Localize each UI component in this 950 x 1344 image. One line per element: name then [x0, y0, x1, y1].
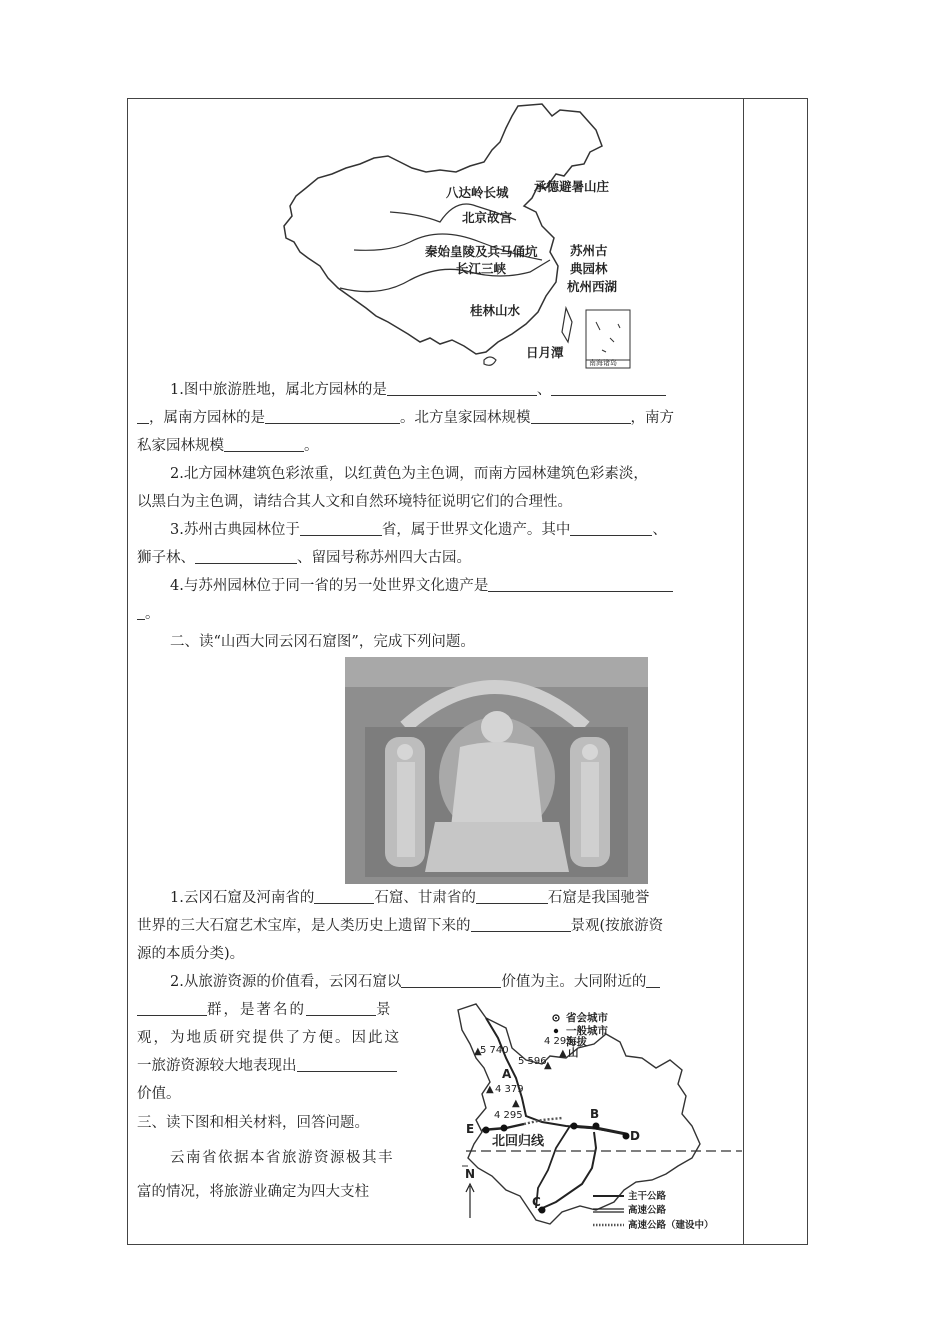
- point-e-label: E: [466, 1122, 475, 1136]
- legend-peak-label-2: 山: [568, 1047, 579, 1059]
- legend-peak-label-1: 海拔: [566, 1036, 587, 1048]
- s1-q4-line2: 。: [137, 600, 737, 628]
- s1-q1-line1: 1.图中旅游胜地，属北方园林的是 、: [170, 376, 770, 404]
- china-map: [280, 102, 636, 370]
- elevation-label: 4 379: [495, 1084, 524, 1095]
- s1-q2-line2: 以黑白为主色调，请结合其人文和自然环境特征说明它们的合理性。: [137, 494, 572, 510]
- blank[interactable]: [488, 575, 673, 592]
- blank[interactable]: [471, 915, 571, 932]
- blank[interactable]: [137, 407, 149, 424]
- s2-q1-line1: 1.云冈石窟及河南省的 石窟、甘肃省的 石窟是我国驰誉: [170, 884, 770, 912]
- s2-q2-line1: 2.从旅游资源的价值看，云冈石窟以 价值为主。大同附近的: [170, 968, 770, 996]
- s1-q1-line2: ，属南方园林的是 。北方皇家园林规模 ，南方: [137, 404, 737, 432]
- legend-capital-label: 省会城市: [566, 1012, 608, 1024]
- blank[interactable]: [297, 1055, 397, 1072]
- elevation-label: 5 740: [480, 1045, 509, 1056]
- legend-road-label: 主干公路: [628, 1191, 667, 1202]
- point-b-label: B: [590, 1107, 600, 1121]
- legend-highway-label: 高速公路: [628, 1205, 667, 1216]
- point-d-label: D: [630, 1129, 640, 1143]
- s1-q4-line1: 4.与苏州园林位于同一省的另一处世界文化遗产是: [170, 572, 770, 600]
- elevation-label: 4 295: [494, 1110, 523, 1121]
- blank[interactable]: [531, 407, 631, 424]
- point-a-label: A: [502, 1067, 512, 1081]
- blank[interactable]: [265, 407, 400, 424]
- s2-q2-line5: 价值。: [137, 1086, 181, 1102]
- peak-icon: ▲: [486, 1084, 494, 1095]
- legend-highway-building-label: 高速公路（建设中）: [628, 1220, 714, 1231]
- map-label-gugong: 北京故宫: [462, 210, 513, 225]
- s2-q1-line3: 源的本质分类)。: [137, 946, 245, 962]
- map-label-chengde: 承德避暑山庄: [534, 179, 610, 194]
- map-label-badaling: 八达岭长城: [446, 185, 509, 200]
- map-label-guilin: 桂林山水: [470, 303, 521, 318]
- s3-text-line2: 富的情况，将旅游业确定为四大支柱: [137, 1184, 369, 1200]
- s1-q1-line3: 私家园林规模 。: [137, 432, 737, 460]
- blank[interactable]: [314, 887, 374, 904]
- s1-q3-line1: 3.苏州古典园林位于 省，属于世界文化遗产。其中 、: [170, 516, 770, 544]
- blank[interactable]: [195, 547, 297, 564]
- blank[interactable]: [646, 971, 660, 988]
- blank[interactable]: [551, 379, 666, 396]
- map-label-sanxia: 长江三峡: [456, 261, 507, 276]
- blank[interactable]: [306, 999, 376, 1016]
- elevation-label: 4 295: [544, 1036, 573, 1047]
- yungang-grotto-photo: [345, 657, 648, 884]
- s2-heading: 二、读“山西大同云冈石窟图”，完成下列问题。: [170, 634, 475, 650]
- s2-q1-line2: 世界的三大石窟艺术宝库，是人类历史上遗留下来的 景观(按旅游资: [137, 912, 737, 940]
- peak-icon: ▲: [474, 1046, 482, 1057]
- peak-icon: ▲: [559, 1048, 567, 1059]
- legend-city-label: 一般城市: [566, 1025, 608, 1037]
- point-c-label: C: [532, 1195, 541, 1209]
- s3-heading: 三、读下图和相关材料，回答问题。: [137, 1115, 369, 1131]
- peak-icon: ▲: [544, 1060, 552, 1071]
- blank[interactable]: [570, 519, 652, 536]
- map-label-qinshihuang: 秦始皇陵及兵马俑坑: [425, 244, 538, 259]
- map-label-suzhou-1: 苏州古: [570, 243, 608, 258]
- yungang-grotto-image: [345, 657, 648, 884]
- s1-q2-line1: 2.北方园林建筑色彩浓重，以红黄色为主色调，而南方园林建筑色彩素淡，: [170, 466, 648, 482]
- blank[interactable]: [224, 435, 304, 452]
- tropic-label: 北回归线: [492, 1134, 545, 1149]
- north-label: N: [465, 1167, 476, 1181]
- map-label-suzhou-2: 典园林: [570, 261, 608, 276]
- map-label-hangzhou: 杭州西湖: [567, 279, 618, 294]
- s3-text-line1: 云南省依据本省旅游资源极其丰: [170, 1150, 394, 1166]
- blank[interactable]: [137, 603, 145, 620]
- map-label-nanhai: 南海诸岛: [589, 359, 617, 367]
- s1-q3-line2: 狮子林、 、留园号称苏州四大古园。: [137, 544, 737, 572]
- china-map-outline: [280, 102, 636, 370]
- s2-q2-line3: 观，为地质研究提供了方便。因此这: [137, 1030, 401, 1046]
- blank[interactable]: [401, 971, 501, 988]
- elevation-label: 5 596: [518, 1056, 547, 1067]
- peak-icon: ▲: [512, 1098, 520, 1109]
- map-label-riyuetan: 日月潭: [526, 345, 564, 360]
- blank[interactable]: [300, 519, 382, 536]
- blank[interactable]: [137, 999, 207, 1016]
- blank[interactable]: [387, 379, 537, 396]
- blank[interactable]: [476, 887, 548, 904]
- yunnan-map: [446, 998, 744, 1240]
- s2-q2-line4: 一旅游资源较大地表现出: [137, 1052, 437, 1080]
- s2-q2-line2: 群，是著名的 景: [137, 996, 437, 1024]
